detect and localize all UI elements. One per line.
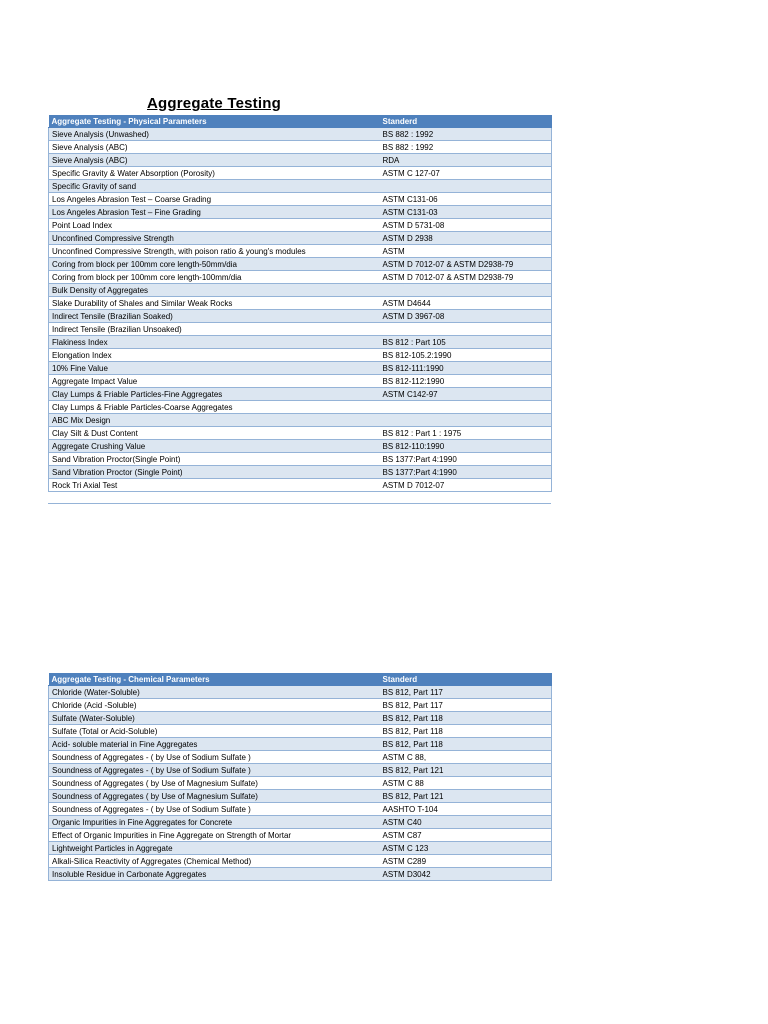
standard-cell: BS 1377:Part 4:1990	[380, 466, 552, 479]
standard-cell: BS 812-112:1990	[380, 375, 552, 388]
standard-cell	[380, 401, 552, 414]
table-row	[49, 427, 552, 440]
table-row	[49, 712, 552, 725]
table-row	[49, 842, 552, 855]
standard-cell: ASTM C142-97	[380, 388, 552, 401]
standard-cell	[380, 414, 552, 427]
test-name-cell: Chloride (Acid -Soluble)	[49, 699, 380, 712]
table-row	[49, 323, 552, 336]
test-name-cell: Insoluble Residue in Carbonate Aggregates	[49, 868, 380, 881]
test-name-cell: Coring from block per 100mm core length-50mm/dia	[49, 258, 380, 271]
test-name-cell: Los Angeles Abrasion Test – Coarse Grading	[49, 193, 380, 206]
table-row	[49, 466, 552, 479]
standard-cell: ASTM	[380, 245, 552, 258]
table-row	[49, 336, 552, 349]
standard-cell: ASTM C40	[380, 816, 552, 829]
standard-cell: ASTM D 7012-07 & ASTM D2938-79	[380, 271, 552, 284]
test-name-cell: Soundness of Aggregates ( by Use of Magnesium Sulfate)	[49, 777, 380, 790]
table-header-row	[49, 115, 552, 128]
table-row	[49, 180, 552, 193]
standard-cell: AASHTO T-104	[380, 803, 552, 816]
table-row	[49, 686, 552, 699]
standard-cell: ASTM C131-06	[380, 193, 552, 206]
test-name-cell: Coring from block per 100mm core length-100mm/dia	[49, 271, 380, 284]
test-name-cell: Clay Silt & Dust Content	[49, 427, 380, 440]
test-name-cell: Specific Gravity & Water Absorption (Porosity)	[49, 167, 380, 180]
table-row	[49, 401, 552, 414]
table-row	[49, 167, 552, 180]
table-row	[49, 271, 552, 284]
chemical-parameters-table	[48, 673, 552, 881]
table-row	[49, 699, 552, 712]
test-name-cell: Organic Impurities in Fine Aggregates for Concrete	[49, 816, 380, 829]
column-header-standard: Standerd	[380, 115, 552, 128]
table-row	[49, 829, 552, 842]
table-row	[49, 777, 552, 790]
standard-cell: BS 812 : Part 105	[380, 336, 552, 349]
table-row	[49, 245, 552, 258]
table-row	[49, 375, 552, 388]
table-row	[49, 803, 552, 816]
test-name-cell: 10% Fine Value	[49, 362, 380, 375]
table-row	[49, 725, 552, 738]
standard-cell: BS 812, Part 117	[380, 686, 552, 699]
standard-cell: ASTM D3042	[380, 868, 552, 881]
table-row	[49, 453, 552, 466]
table-row	[49, 388, 552, 401]
test-name-cell: Point Load Index	[49, 219, 380, 232]
test-name-cell: ABC Mix Design	[49, 414, 380, 427]
test-name-cell: Sulfate (Total or Acid-Soluble)	[49, 725, 380, 738]
table-row	[49, 284, 552, 297]
column-header-standard: Standerd	[380, 673, 552, 686]
standard-cell: BS 812, Part 118	[380, 712, 552, 725]
test-name-cell: Sand Vibration Proctor(Single Point)	[49, 453, 380, 466]
standard-cell: ASTM D 3967-08	[380, 310, 552, 323]
table-row	[49, 128, 552, 141]
standard-cell: ASTM C131-03	[380, 206, 552, 219]
table-row	[49, 206, 552, 219]
table-row	[49, 310, 552, 323]
standard-cell: ASTM D 7012-07	[380, 479, 552, 492]
test-name-cell: Sulfate (Water-Soluble)	[49, 712, 380, 725]
physical-parameters-table	[48, 115, 552, 492]
standard-cell: BS 812-111:1990	[380, 362, 552, 375]
standard-cell	[380, 180, 552, 193]
table-row	[49, 232, 552, 245]
standard-cell: ASTM C87	[380, 829, 552, 842]
test-name-cell: Chloride (Water-Soluble)	[49, 686, 380, 699]
test-name-cell: Slake Durability of Shales and Similar Weak Rocks	[49, 297, 380, 310]
test-name-cell: Clay Lumps & Friable Particles-Fine Aggregates	[49, 388, 380, 401]
test-name-cell: Specific Gravity of sand	[49, 180, 380, 193]
standard-cell: BS 1377:Part 4:1990	[380, 453, 552, 466]
standard-cell: ASTM D 5731-08	[380, 219, 552, 232]
standard-cell: ASTM C 123	[380, 842, 552, 855]
table-row	[49, 349, 552, 362]
test-name-cell: Unconfined Compressive Strength	[49, 232, 380, 245]
standard-cell: ASTM C 88,	[380, 751, 552, 764]
table-row	[49, 193, 552, 206]
page-title: Aggregate Testing	[147, 95, 281, 112]
standard-cell: BS 812 : Part 1 : 1975	[380, 427, 552, 440]
standard-cell: ASTM D4644	[380, 297, 552, 310]
standard-cell	[380, 323, 552, 336]
test-name-cell: Sieve Analysis (ABC)	[49, 154, 380, 167]
standard-cell: BS 812-105.2:1990	[380, 349, 552, 362]
standard-cell: BS 812-110:1990	[380, 440, 552, 453]
standard-cell: BS 812, Part 121	[380, 764, 552, 777]
test-name-cell: Soundness of Aggregates - ( by Use of Sodium Sulfate )	[49, 764, 380, 777]
test-name-cell: Aggregate Impact Value	[49, 375, 380, 388]
table-row	[49, 362, 552, 375]
table-row	[49, 258, 552, 271]
table-row	[49, 790, 552, 803]
table-row	[49, 414, 552, 427]
test-name-cell: Soundness of Aggregates - ( by Use of Sodium Sulfate )	[49, 803, 380, 816]
test-name-cell: Indirect Tensile (Brazilian Unsoaked)	[49, 323, 380, 336]
column-header-test: Aggregate Testing - Physical Parameters	[49, 115, 380, 128]
test-name-cell: Sand Vibration Proctor (Single Point)	[49, 466, 380, 479]
table-row	[49, 764, 552, 777]
test-name-cell: Lightweight Particles in Aggregate	[49, 842, 380, 855]
standard-cell: ASTM C 88	[380, 777, 552, 790]
table-row	[49, 440, 552, 453]
divider-line	[48, 503, 551, 504]
table-row	[49, 868, 552, 881]
table-row	[49, 297, 552, 310]
column-header-test: Aggregate Testing - Chemical Parameters	[49, 673, 380, 686]
test-name-cell: Rock Tri Axial Test	[49, 479, 380, 492]
table-row	[49, 219, 552, 232]
table-row	[49, 479, 552, 492]
standard-cell: ASTM C289	[380, 855, 552, 868]
table-row	[49, 154, 552, 167]
test-name-cell: Bulk Density of Aggregates	[49, 284, 380, 297]
table-row	[49, 816, 552, 829]
table-header-row	[49, 673, 552, 686]
test-name-cell: Effect of Organic Impurities in Fine Aggregate on Strength of Mortar	[49, 829, 380, 842]
test-name-cell: Los Angeles Abrasion Test – Fine Grading	[49, 206, 380, 219]
standard-cell	[380, 284, 552, 297]
standard-cell: RDA	[380, 154, 552, 167]
standard-cell: ASTM D 2938	[380, 232, 552, 245]
standard-cell: BS 812, Part 118	[380, 725, 552, 738]
test-name-cell: Elongation Index	[49, 349, 380, 362]
test-name-cell: Sieve Analysis (ABC)	[49, 141, 380, 154]
standard-cell: BS 812, Part 121	[380, 790, 552, 803]
standard-cell: BS 812, Part 118	[380, 738, 552, 751]
standard-cell: ASTM D 7012-07 & ASTM D2938-79	[380, 258, 552, 271]
test-name-cell: Indirect Tensile (Brazilian Soaked)	[49, 310, 380, 323]
test-name-cell: Sieve Analysis (Unwashed)	[49, 128, 380, 141]
table-row	[49, 141, 552, 154]
test-name-cell: Alkali-Silica Reactivity of Aggregates (Chemical Method)	[49, 855, 380, 868]
test-name-cell: Flakiness Index	[49, 336, 380, 349]
standard-cell: BS 882 : 1992	[380, 128, 552, 141]
table-row	[49, 751, 552, 764]
test-name-cell: Acid- soluble material in Fine Aggregates	[49, 738, 380, 751]
table-row	[49, 738, 552, 751]
table-row	[49, 855, 552, 868]
standard-cell: ASTM C 127-07	[380, 167, 552, 180]
test-name-cell: Unconfined Compressive Strength, with poison ratio & young's modules	[49, 245, 380, 258]
test-name-cell: Clay Lumps & Friable Particles-Coarse Aggregates	[49, 401, 380, 414]
test-name-cell: Soundness of Aggregates - ( by Use of Sodium Sulfate )	[49, 751, 380, 764]
test-name-cell: Soundness of Aggregates ( by Use of Magnesium Sulfate)	[49, 790, 380, 803]
standard-cell: BS 882 : 1992	[380, 141, 552, 154]
standard-cell: BS 812, Part 117	[380, 699, 552, 712]
test-name-cell: Aggregate Crushing Value	[49, 440, 380, 453]
